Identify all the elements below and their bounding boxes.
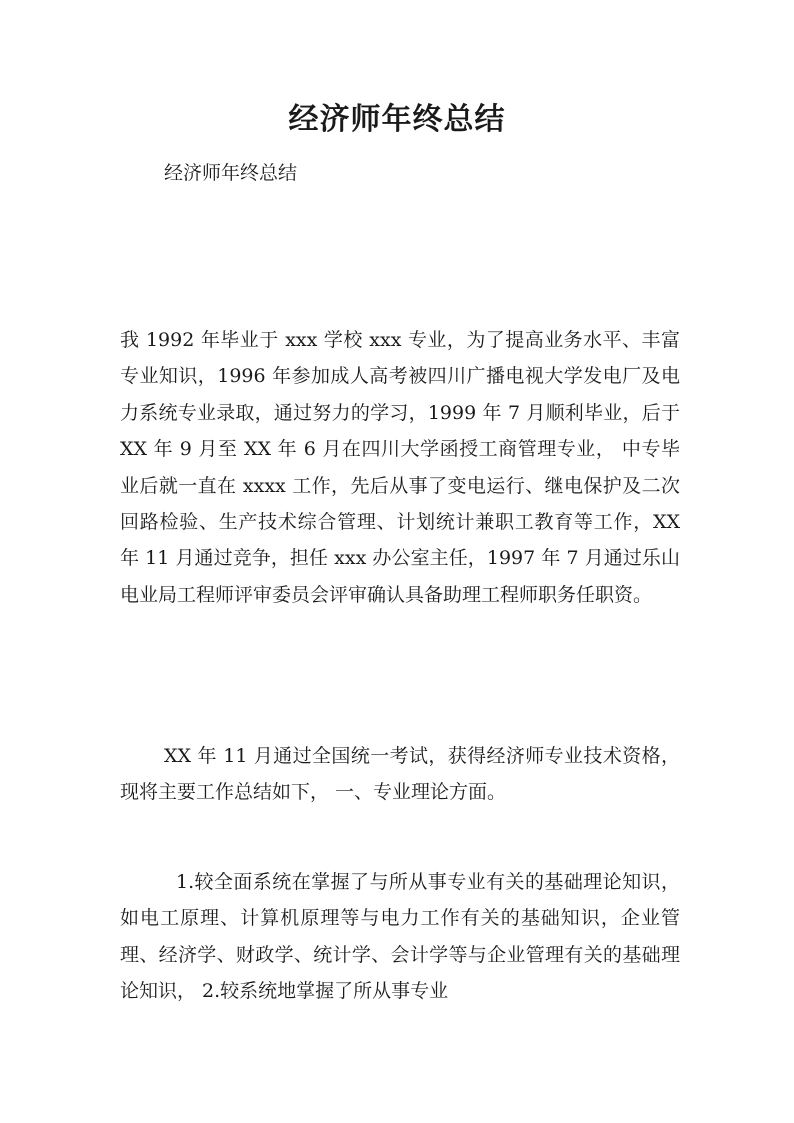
paragraph-theory-knowledge: 1.较全面系统在掌握了与所从事专业有关的基础理论知识，如电工原理、计算机原理等与电力工作有关的基础知识，企业管理、经济学、财政学、统计学、会计学等与企业管理有关的基础理论知识， 2.较系统地掌握了所从事专业 <box>120 871 680 1003</box>
document-title: 经济师年终总结 <box>288 102 506 137</box>
paragraph-education-career: 我 1992 年毕业于 xxx 学校 xxx 专业，为了提高业务水平、丰富专业知识，1996 年参加成人高考被四川广播电视大学发电厂及电力系统专业录取，通过努力的学习，1999 年 7 月顺利毕业，后于 XX 年 9 月至 XX 年 6 月在四川大学函授工商管理专业， 中专毕业后就一直在 xxxx 工作，先后从事了变电运行、继电保护及二次回路检验、生产技术综合管理、计划统计兼职工教育等工作，XX 年 11 月通过竞争，担任 xxx 办公室主任，1997 年 7 月通过乐山电业局工程师评审委员会评审确认具备助理工程师职务任职资。 <box>120 329 680 606</box>
paragraph-qualification: XX 年 11 月通过全国统一考试，获得经济师专业技术资格，现将主要工作总结如下， 一、专业理论方面。 <box>120 745 680 804</box>
document-subtitle: 经济师年终总结 <box>164 162 298 184</box>
